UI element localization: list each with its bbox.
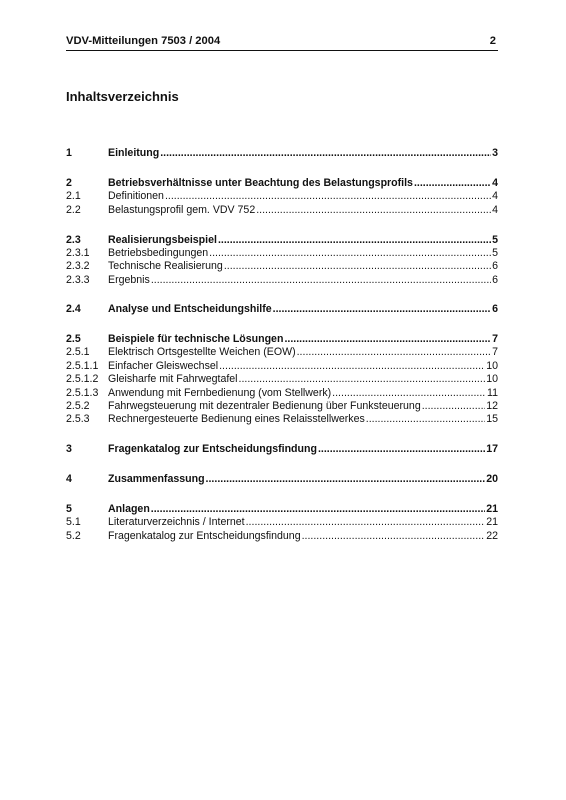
toc-entry[interactable]: [66, 203, 498, 217]
toc-entry[interactable]: [66, 515, 498, 529]
toc-dot-leader: [273, 302, 491, 316]
toc-entry-number: 2.5.1.3: [66, 387, 99, 399]
toc-dot-leader: [256, 203, 491, 217]
toc-entry[interactable]: [66, 472, 498, 486]
toc-entry[interactable]: [66, 189, 498, 203]
toc-dot-leader: [318, 442, 485, 456]
toc-dot-leader: [224, 259, 491, 273]
toc-entry-page: 5: [492, 234, 498, 246]
toc-dot-leader: [151, 273, 491, 287]
toc-entry-number: 5: [66, 503, 72, 515]
toc-entry-number: 3: [66, 443, 72, 455]
toc-entry-title: Fragenkatalog zur Entscheidungsfindung: [108, 443, 317, 455]
toc-entry-title: Beispiele für technische Lösungen: [108, 333, 284, 345]
toc-dot-leader: [302, 529, 486, 543]
toc-entry[interactable]: [66, 372, 498, 386]
toc-entry-page: 7: [492, 333, 498, 345]
toc-entry[interactable]: [66, 442, 498, 456]
page-number: 2: [489, 35, 496, 47]
toc-dot-leader: [160, 146, 491, 160]
toc-entry-number: 5.1: [66, 516, 81, 528]
toc-entry-title: Betriebsbedingungen: [108, 247, 209, 259]
toc-dot-leader: [246, 515, 486, 529]
toc-entry[interactable]: [66, 359, 498, 373]
toc-entry-title: Gleisharfe mit Fahrwegtafel: [108, 373, 238, 385]
toc-entry-number: 5.2: [66, 530, 81, 542]
toc-entry[interactable]: [66, 345, 498, 359]
document-title: VDV-Mitteilungen 7503 / 2004: [66, 35, 221, 47]
toc-entry-page: 10: [486, 373, 498, 385]
toc-entry-title: Analyse und Entscheidungshilfe: [108, 303, 272, 315]
toc-entry-number: 2.5: [66, 333, 81, 345]
page-header: [66, 34, 498, 51]
toc-dot-leader: [218, 233, 491, 247]
toc-entry-page: 6: [492, 303, 498, 315]
toc-dot-leader: [151, 502, 485, 516]
toc-entry-page: 7: [492, 346, 498, 358]
toc-entry-number: 4: [66, 473, 72, 485]
toc-entry-page: 6: [492, 274, 498, 286]
toc-dot-leader: [297, 345, 491, 359]
toc-entry[interactable]: [66, 146, 498, 160]
toc-entry[interactable]: [66, 399, 498, 413]
toc-entry-number: 2.2: [66, 204, 81, 216]
toc-entry-page: 4: [492, 190, 498, 202]
toc-entry-number: 2.3: [66, 234, 81, 246]
toc-dot-leader: [239, 372, 486, 386]
toc-dot-leader: [219, 359, 485, 373]
toc-entry-title: Elektrisch Ortsgestellte Weichen (EOW): [108, 346, 296, 358]
toc-entry[interactable]: [66, 332, 498, 346]
toc-entry-page: 15: [486, 413, 498, 425]
toc-entry-number: 2.3.2: [66, 260, 90, 272]
toc-entry-number: 2.5.1.2: [66, 373, 99, 385]
toc-entry-page: 10: [486, 360, 498, 372]
toc-dot-leader: [414, 176, 491, 190]
toc-entry-title: Realisierungsbeispiel: [108, 234, 217, 246]
toc-entry-title: Zusammenfassung: [108, 473, 205, 485]
toc-entry-number: 2.5.1.1: [66, 360, 99, 372]
toc-entry[interactable]: [66, 176, 498, 190]
toc-entry[interactable]: [66, 259, 498, 273]
toc-entry-number: 2.1: [66, 190, 81, 202]
toc-entry-title: Anwendung mit Fernbedienung (vom Stellwerk): [108, 387, 332, 399]
toc-entry-number: 2.4: [66, 303, 81, 315]
toc-entry[interactable]: [66, 412, 498, 426]
toc-entry-title: Einleitung: [108, 147, 160, 159]
toc-entry-title: Betriebsverhältnisse unter Beachtung des Belastungsprofils: [108, 177, 413, 189]
toc-entry-title: Definitionen: [108, 190, 164, 202]
toc-heading: Inhaltsverzeichnis: [66, 89, 179, 104]
toc-dot-leader: [206, 472, 486, 486]
toc-entry-page: 17: [486, 443, 498, 455]
toc-entry-page: 5: [492, 247, 498, 259]
toc-entry-title: Technische Realisierung: [108, 260, 223, 272]
toc-entry-page: 20: [486, 473, 498, 485]
toc-dot-leader: [366, 412, 485, 426]
toc-dot-leader: [165, 189, 491, 203]
toc-entry-title: Einfacher Gleiswechsel: [108, 360, 219, 372]
toc-entry[interactable]: [66, 529, 498, 543]
toc-entry-page: 12: [486, 400, 498, 412]
toc-entry-title: Literaturverzeichnis / Internet: [108, 516, 245, 528]
toc-entry-title: Rechnergesteuerte Bedienung eines Relaisstellwerkes: [108, 413, 365, 425]
toc-entry-page: 21: [486, 503, 498, 515]
toc-entry[interactable]: [66, 386, 498, 400]
toc-entry-page: 11: [487, 387, 498, 399]
toc-entry-title: Fahrwegsteuerung mit dezentraler Bedienung über Funksteuerung: [108, 400, 421, 412]
toc-dot-leader: [422, 399, 485, 413]
toc-entry-page: 4: [492, 177, 498, 189]
toc-entry[interactable]: [66, 302, 498, 316]
toc-entry-number: 2.3.3: [66, 274, 90, 286]
toc-entry-title: Anlagen: [108, 503, 150, 515]
toc-entry-page: 4: [492, 204, 498, 216]
toc-entry[interactable]: [66, 233, 498, 247]
toc-entry-number: 2: [66, 177, 72, 189]
toc-entry-number: 2.5.1: [66, 346, 90, 358]
toc-entry-page: 21: [486, 516, 498, 528]
toc-entry[interactable]: [66, 502, 498, 516]
toc-entry[interactable]: [66, 246, 498, 260]
toc-entry-page: 6: [492, 260, 498, 272]
toc-entry-title: Ergebnis: [108, 274, 150, 286]
toc-entry-page: 3: [492, 147, 498, 159]
toc-entry-title: Fragenkatalog zur Entscheidungsfindung: [108, 530, 301, 542]
toc-dot-leader: [209, 246, 491, 260]
toc-dot-leader: [284, 332, 491, 346]
toc-entry-title: Belastungsprofil gem. VDV 752: [108, 204, 256, 216]
toc-entry-number: 1: [66, 147, 72, 159]
toc-entry-number: 2.5.3: [66, 413, 90, 425]
toc-entry-number: 2.3.1: [66, 247, 90, 259]
toc-entry[interactable]: [66, 273, 498, 287]
toc-entry-number: 2.5.2: [66, 400, 90, 412]
toc-dot-leader: [332, 386, 486, 400]
toc-entry-page: 22: [486, 530, 498, 542]
